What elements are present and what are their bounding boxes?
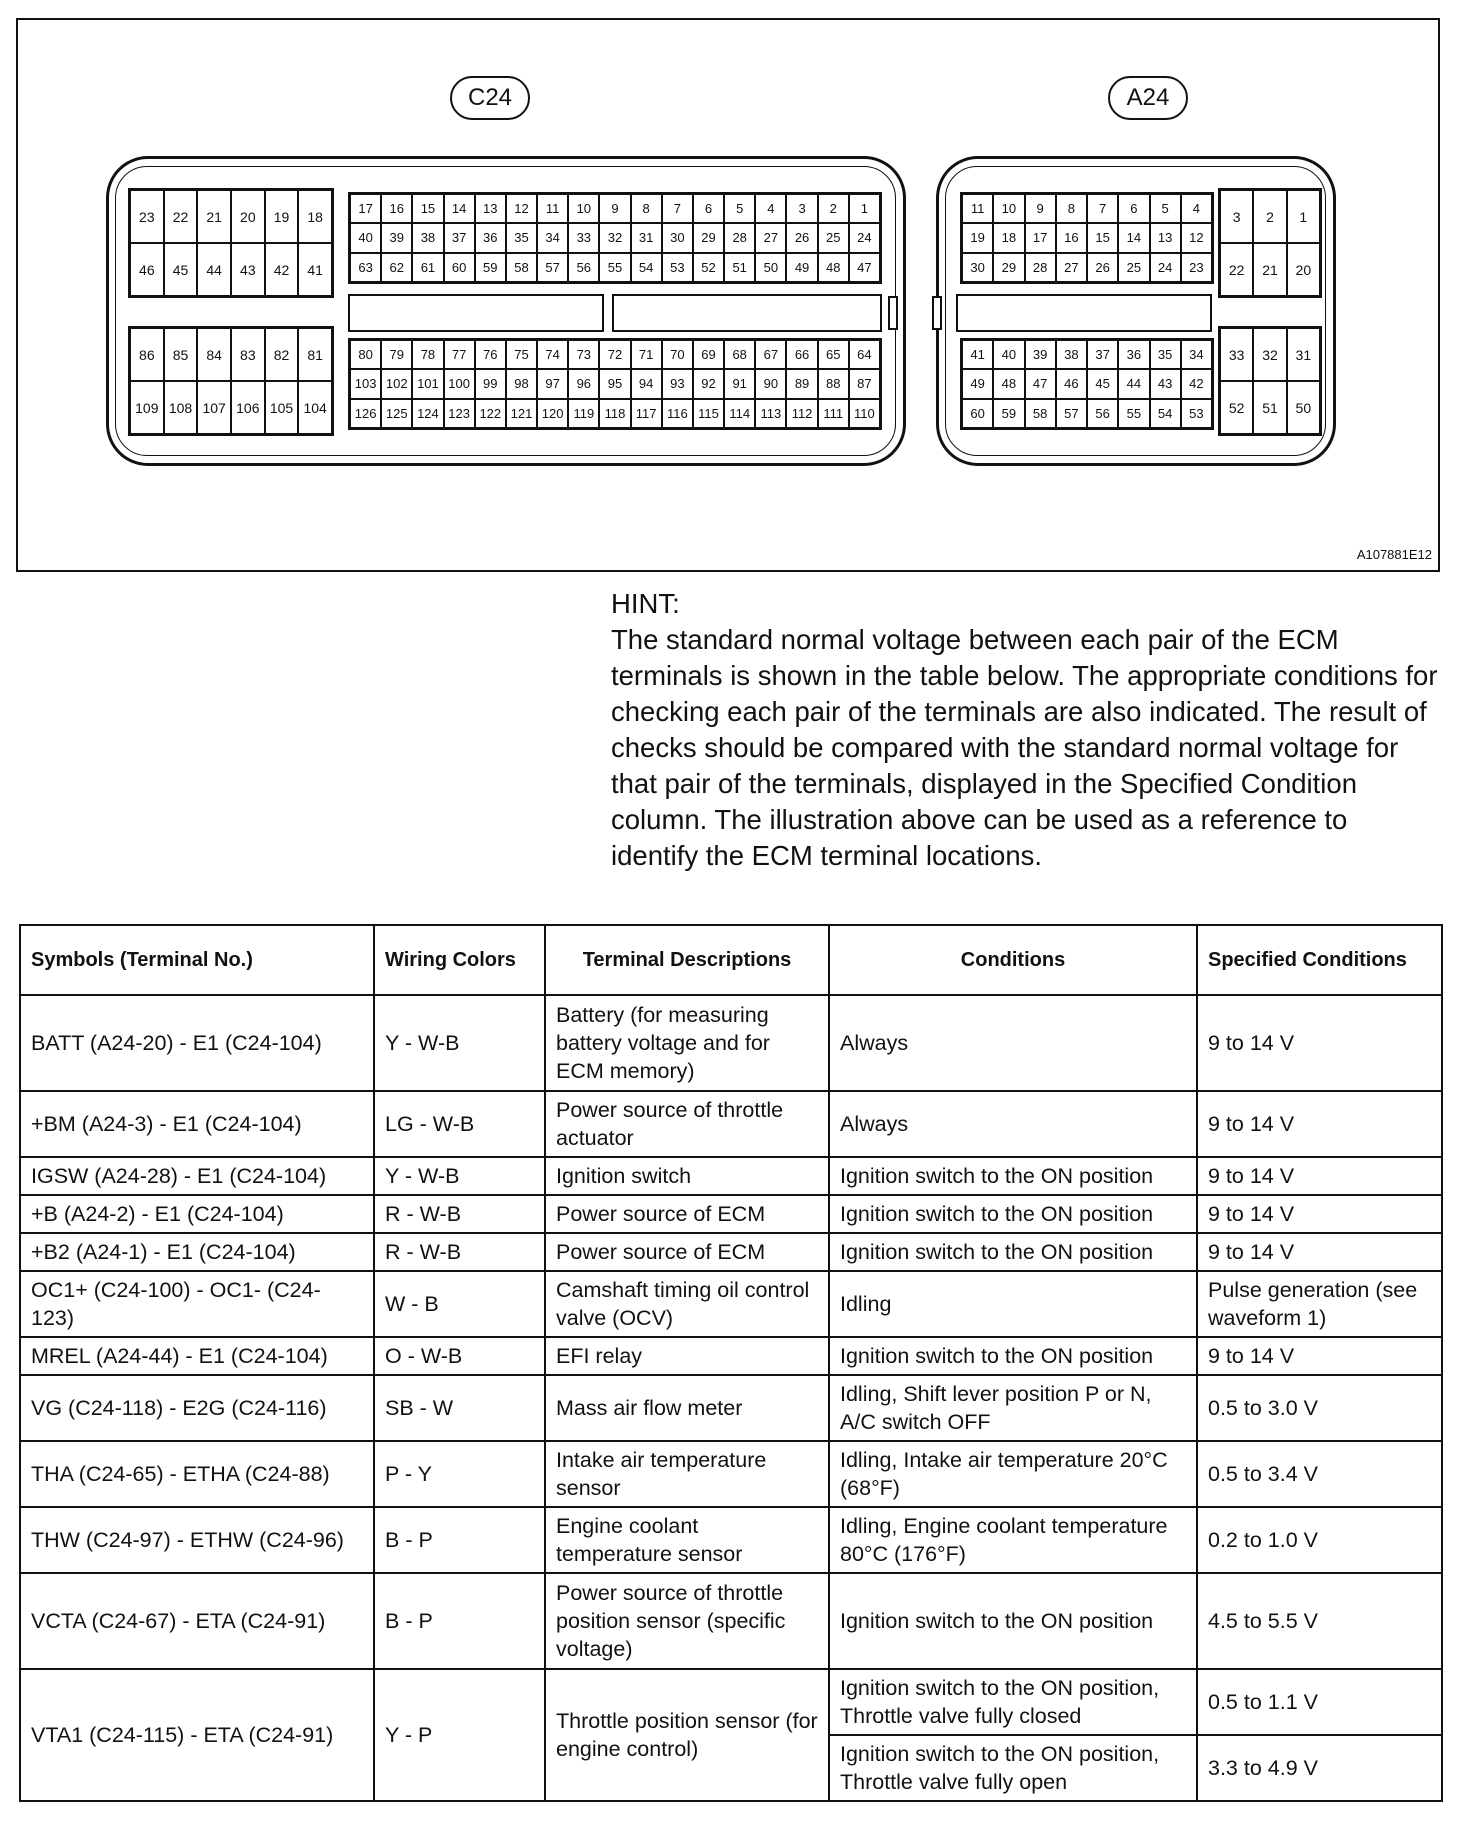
c24-pin-107: 107: [197, 381, 231, 434]
c24-pin-125: 125: [381, 399, 412, 428]
cell-wiring-color: Y - W-B: [374, 995, 545, 1091]
c24-pin-63: 63: [350, 253, 381, 282]
a24-pin-49: 49: [962, 369, 993, 398]
table-row: [20, 1195, 1442, 1233]
a24-pin-19: 19: [962, 223, 993, 252]
cell-specified: 0.5 to 3.4 V: [1197, 1441, 1442, 1507]
c24-pin-33: 33: [568, 223, 599, 252]
a24-pin-34: 34: [1181, 340, 1212, 369]
c24-pin-94: 94: [631, 369, 662, 398]
cell-description: Engine coolant temperature sensor: [545, 1507, 829, 1573]
c24-pin-7: 7: [662, 194, 693, 223]
c24-pin-74: 74: [537, 340, 568, 369]
c24-pin-78: 78: [412, 340, 443, 369]
cell-condition: Ignition switch to the ON position, Throttle valve fully closed: [829, 1669, 1197, 1735]
c24-pin-121: 121: [506, 399, 537, 428]
c24-pin-92: 92: [693, 369, 724, 398]
c24-pin-110: 110: [849, 399, 880, 428]
table-row: [20, 1157, 1442, 1195]
c24-pin-70: 70: [662, 340, 693, 369]
c24-pin-44: 44: [197, 243, 231, 296]
a24-pin-41: 41: [962, 340, 993, 369]
cell-condition: Ignition switch to the ON position, Throttle valve fully open: [829, 1735, 1197, 1801]
cell-wiring-color: B - P: [374, 1573, 545, 1669]
c24-pin-37: 37: [444, 223, 475, 252]
cell-condition: Always: [829, 1091, 1197, 1157]
c24-pin-24: 24: [849, 223, 880, 252]
c24-pin-38: 38: [412, 223, 443, 252]
c24-pin-103: 103: [350, 369, 381, 398]
c24-pin-73: 73: [568, 340, 599, 369]
cell-specified: 4.5 to 5.5 V: [1197, 1573, 1442, 1669]
a24-pin-38: 38: [1056, 340, 1087, 369]
c24-pin-115: 115: [693, 399, 724, 428]
a24-pin-35: 35: [1150, 340, 1181, 369]
cell-specified: 3.3 to 4.9 V: [1197, 1735, 1442, 1801]
a24-pin-39: 39: [1025, 340, 1056, 369]
c24-pin-123: 123: [444, 399, 475, 428]
c24-pin-39: 39: [381, 223, 412, 252]
a24-pin-3: 3: [1220, 190, 1253, 243]
a24-pin-block-top-left: [960, 192, 1214, 284]
cell-condition: Ignition switch to the ON position: [829, 1337, 1197, 1375]
c24-pin-32: 32: [599, 223, 630, 252]
a24-pin-55: 55: [1118, 399, 1149, 428]
c24-pin-6: 6: [693, 194, 724, 223]
a24-pin-9: 9: [1025, 194, 1056, 223]
a24-pin-26: 26: [1087, 253, 1118, 282]
c24-pin-21: 21: [197, 190, 231, 243]
c24-pin-3: 3: [786, 194, 817, 223]
a24-pin-42: 42: [1181, 369, 1212, 398]
c24-pin-54: 54: [631, 253, 662, 282]
hint-block: [611, 586, 1441, 874]
c24-pin-34: 34: [537, 223, 568, 252]
cell-condition: Ignition switch to the ON position: [829, 1573, 1197, 1669]
c24-pin-block-bottom-right: [348, 338, 882, 430]
c24-pin-17: 17: [350, 194, 381, 223]
c24-pin-2: 2: [818, 194, 849, 223]
c24-pin-36: 36: [475, 223, 506, 252]
cell-specified: 9 to 14 V: [1197, 1091, 1442, 1157]
cell-symbol: OC1+ (C24-100) - OC1- (C24-123): [20, 1271, 374, 1337]
c24-pin-113: 113: [755, 399, 786, 428]
c24-pin-85: 85: [164, 328, 198, 381]
cell-condition: Ignition switch to the ON position: [829, 1157, 1197, 1195]
c24-pin-82: 82: [265, 328, 299, 381]
c24-pin-126: 126: [350, 399, 381, 428]
c24-pin-29: 29: [693, 223, 724, 252]
a24-pin-15: 15: [1087, 223, 1118, 252]
c24-pin-18: 18: [298, 190, 332, 243]
c24-pin-89: 89: [786, 369, 817, 398]
c24-pin-106: 106: [231, 381, 265, 434]
a24-pin-45: 45: [1087, 369, 1118, 398]
cell-condition: Idling, Engine coolant temperature 80°C (176°F): [829, 1507, 1197, 1573]
c24-pin-114: 114: [724, 399, 755, 428]
connector-label-c24: C24: [450, 76, 530, 120]
a24-pin-4: 4: [1181, 194, 1212, 223]
a24-pin-59: 59: [993, 399, 1024, 428]
table-row: [20, 1233, 1442, 1271]
c24-pin-116: 116: [662, 399, 693, 428]
a24-pin-17: 17: [1025, 223, 1056, 252]
c24-pin-11: 11: [537, 194, 568, 223]
cell-wiring-color: B - P: [374, 1507, 545, 1573]
cell-description: Ignition switch: [545, 1157, 829, 1195]
a24-pin-16: 16: [1056, 223, 1087, 252]
c24-pin-60: 60: [444, 253, 475, 282]
hint-body: The standard normal voltage between each pair of the ECM terminals is shown in the table below. The appropriate conditions for checking each pair of the terminals are also indicated. The result of checks should be compared with the standard normal voltage for that pair of the terminals, displayed in the Specified Condition column. The illustration above can be used as a reference to identify the ECM terminal locations.: [611, 624, 1438, 871]
c24-pin-122: 122: [475, 399, 506, 428]
c24-pin-56: 56: [568, 253, 599, 282]
a24-pin-1: 1: [1287, 190, 1320, 243]
c24-pin-109: 109: [130, 381, 164, 434]
c24-pin-57: 57: [537, 253, 568, 282]
c24-pin-98: 98: [506, 369, 537, 398]
cell-specified: 9 to 14 V: [1197, 1337, 1442, 1375]
a24-pin-36: 36: [1118, 340, 1149, 369]
c24-pin-120: 120: [537, 399, 568, 428]
cell-description: Power source of throttle position sensor (specific voltage): [545, 1573, 829, 1669]
c24-pin-112: 112: [786, 399, 817, 428]
cell-specified: 0.5 to 3.0 V: [1197, 1375, 1442, 1441]
c24-pin-66: 66: [786, 340, 817, 369]
c24-pin-67: 67: [755, 340, 786, 369]
a24-pin-10: 10: [993, 194, 1024, 223]
cell-description: Power source of ECM: [545, 1233, 829, 1271]
c24-pin-64: 64: [849, 340, 880, 369]
a24-pin-40: 40: [993, 340, 1024, 369]
a24-pin-28: 28: [1025, 253, 1056, 282]
c24-pin-27: 27: [755, 223, 786, 252]
c24-pin-80: 80: [350, 340, 381, 369]
c24-pin-41: 41: [298, 243, 332, 296]
header-conditions: Conditions: [829, 925, 1197, 995]
c24-pin-23: 23: [130, 190, 164, 243]
a24-pin-7: 7: [1087, 194, 1118, 223]
cell-description: Battery (for measuring battery voltage and for ECM memory): [545, 995, 829, 1091]
table-row: [20, 1091, 1442, 1157]
c24-pin-53: 53: [662, 253, 693, 282]
c24-pin-55: 55: [599, 253, 630, 282]
cell-symbol: VCTA (C24-67) - ETA (C24-91): [20, 1573, 374, 1669]
cell-specified: 0.5 to 1.1 V: [1197, 1669, 1442, 1735]
c24-pin-102: 102: [381, 369, 412, 398]
c24-pin-100: 100: [444, 369, 475, 398]
c24-pin-99: 99: [475, 369, 506, 398]
c24-pin-51: 51: [724, 253, 755, 282]
c24-pin-117: 117: [631, 399, 662, 428]
c24-pin-59: 59: [475, 253, 506, 282]
c24-pin-19: 19: [265, 190, 299, 243]
c24-pin-62: 62: [381, 253, 412, 282]
cell-specified: 0.2 to 1.0 V: [1197, 1507, 1442, 1573]
c24-key-slot-left: [348, 294, 604, 332]
cell-description: Camshaft timing oil control valve (OCV): [545, 1271, 829, 1337]
cell-condition: Always: [829, 995, 1197, 1091]
a24-pin-24: 24: [1150, 253, 1181, 282]
c24-pin-46: 46: [130, 243, 164, 296]
a24-pin-20: 20: [1287, 243, 1320, 296]
c24-pin-69: 69: [693, 340, 724, 369]
c24-pin-block-top-right: [348, 192, 882, 284]
c24-pin-49: 49: [786, 253, 817, 282]
cell-wiring-color: SB - W: [374, 1375, 545, 1441]
c24-pin-61: 61: [412, 253, 443, 282]
c24-pin-79: 79: [381, 340, 412, 369]
terminal-spec-table: [19, 924, 1443, 1802]
cell-specified: 9 to 14 V: [1197, 995, 1442, 1091]
hint-title: HINT:: [611, 588, 680, 619]
a24-pin-block-bottom-left: [960, 338, 1214, 430]
c24-pin-83: 83: [231, 328, 265, 381]
c24-pin-50: 50: [755, 253, 786, 282]
table-row: [20, 1441, 1442, 1507]
c24-pin-42: 42: [265, 243, 299, 296]
cell-wiring-color: R - W-B: [374, 1195, 545, 1233]
c24-pin-40: 40: [350, 223, 381, 252]
c24-pin-72: 72: [599, 340, 630, 369]
c24-pin-13: 13: [475, 194, 506, 223]
cell-symbol: VTA1 (C24-115) - ETA (C24-91): [20, 1669, 374, 1801]
cell-condition: Idling: [829, 1271, 1197, 1337]
a24-pin-43: 43: [1150, 369, 1181, 398]
c24-pin-101: 101: [412, 369, 443, 398]
cell-wiring-color: R - W-B: [374, 1233, 545, 1271]
c24-pin-25: 25: [818, 223, 849, 252]
c24-pin-105: 105: [265, 381, 299, 434]
a24-pin-44: 44: [1118, 369, 1149, 398]
c24-key-slot-right: [612, 294, 882, 332]
cell-condition: Ignition switch to the ON position: [829, 1233, 1197, 1271]
c24-pin-71: 71: [631, 340, 662, 369]
c24-pin-96: 96: [568, 369, 599, 398]
a24-pin-6: 6: [1118, 194, 1149, 223]
a24-pin-23: 23: [1181, 253, 1212, 282]
c24-pin-84: 84: [197, 328, 231, 381]
header-specified-conditions: Specified Conditions: [1197, 925, 1442, 995]
cell-description: Throttle position sensor (for engine control): [545, 1669, 829, 1801]
a24-pin-60: 60: [962, 399, 993, 428]
a24-pin-32: 32: [1253, 328, 1286, 381]
table-row: [20, 1337, 1442, 1375]
a24-pin-block-top-right: [1218, 188, 1322, 298]
c24-pin-block-top-left: [128, 188, 334, 298]
a24-pin-48: 48: [993, 369, 1024, 398]
cell-symbol: IGSW (A24-28) - E1 (C24-104): [20, 1157, 374, 1195]
a24-pin-2: 2: [1253, 190, 1286, 243]
header-wiring-colors: Wiring Colors: [374, 925, 545, 995]
a24-pin-29: 29: [993, 253, 1024, 282]
a24-pin-25: 25: [1118, 253, 1149, 282]
c24-pin-48: 48: [818, 253, 849, 282]
c24-pin-35: 35: [506, 223, 537, 252]
c24-pin-104: 104: [298, 381, 332, 434]
c24-pin-65: 65: [818, 340, 849, 369]
cell-symbol: VG (C24-118) - E2G (C24-116): [20, 1375, 374, 1441]
c24-pin-28: 28: [724, 223, 755, 252]
c24-pin-1: 1: [849, 194, 880, 223]
a24-pin-14: 14: [1118, 223, 1149, 252]
a24-pin-51: 51: [1253, 381, 1286, 434]
table-row: [20, 1271, 1442, 1337]
c24-pin-86: 86: [130, 328, 164, 381]
c24-pin-118: 118: [599, 399, 630, 428]
c24-pin-90: 90: [755, 369, 786, 398]
cell-description: Power source of ECM: [545, 1195, 829, 1233]
cell-wiring-color: P - Y: [374, 1441, 545, 1507]
c24-pin-10: 10: [568, 194, 599, 223]
c24-pin-88: 88: [818, 369, 849, 398]
a24-pin-33: 33: [1220, 328, 1253, 381]
c24-pin-47: 47: [849, 253, 880, 282]
c24-pin-43: 43: [231, 243, 265, 296]
connector-diagram: [16, 18, 1440, 572]
a24-pin-53: 53: [1181, 399, 1212, 428]
cell-condition: Idling, Intake air temperature 20°C (68°F): [829, 1441, 1197, 1507]
connector-label-a24: A24: [1108, 76, 1188, 120]
cell-condition: Idling, Shift lever position P or N, A/C switch OFF: [829, 1375, 1197, 1441]
c24-pin-93: 93: [662, 369, 693, 398]
c24-pin-75: 75: [506, 340, 537, 369]
header-symbols: Symbols (Terminal No.): [20, 925, 374, 995]
a24-pin-21: 21: [1253, 243, 1286, 296]
cell-wiring-color: LG - W-B: [374, 1091, 545, 1157]
c24-pin-58: 58: [506, 253, 537, 282]
c24-pin-77: 77: [444, 340, 475, 369]
table-row: [20, 995, 1442, 1091]
c24-pin-30: 30: [662, 223, 693, 252]
c24-pin-15: 15: [412, 194, 443, 223]
c24-pin-108: 108: [164, 381, 198, 434]
a24-pin-56: 56: [1087, 399, 1118, 428]
table-row: [20, 1669, 1442, 1735]
c24-pin-31: 31: [631, 223, 662, 252]
c24-pin-26: 26: [786, 223, 817, 252]
a24-pin-13: 13: [1150, 223, 1181, 252]
c24-pin-87: 87: [849, 369, 880, 398]
a24-pin-37: 37: [1087, 340, 1118, 369]
a24-pin-11: 11: [962, 194, 993, 223]
c24-pin-5: 5: [724, 194, 755, 223]
c24-pin-124: 124: [412, 399, 443, 428]
c24-pin-20: 20: [231, 190, 265, 243]
cell-description: Mass air flow meter: [545, 1375, 829, 1441]
c24-pin-68: 68: [724, 340, 755, 369]
c24-pin-22: 22: [164, 190, 198, 243]
cell-condition: Ignition switch to the ON position: [829, 1195, 1197, 1233]
cell-wiring-color: O - W-B: [374, 1337, 545, 1375]
c24-pin-91: 91: [724, 369, 755, 398]
cell-symbol: THA (C24-65) - ETHA (C24-88): [20, 1441, 374, 1507]
cell-specified: 9 to 14 V: [1197, 1195, 1442, 1233]
a24-notch: [932, 296, 942, 330]
cell-wiring-color: Y - P: [374, 1669, 545, 1801]
table-row: [20, 1507, 1442, 1573]
a24-pin-46: 46: [1056, 369, 1087, 398]
a24-pin-58: 58: [1025, 399, 1056, 428]
c24-pin-97: 97: [537, 369, 568, 398]
a24-pin-18: 18: [993, 223, 1024, 252]
cell-specified: 9 to 14 V: [1197, 1233, 1442, 1271]
table-header-row: [20, 925, 1442, 995]
a24-pin-57: 57: [1056, 399, 1087, 428]
c24-pin-block-bottom-left: [128, 326, 334, 436]
figure-id: A107881E12: [1356, 547, 1432, 562]
c24-pin-45: 45: [164, 243, 198, 296]
c24-pin-9: 9: [599, 194, 630, 223]
cell-description: EFI relay: [545, 1337, 829, 1375]
cell-specified: 9 to 14 V: [1197, 1157, 1442, 1195]
a24-pin-47: 47: [1025, 369, 1056, 398]
cell-wiring-color: Y - W-B: [374, 1157, 545, 1195]
table-row: [20, 1375, 1442, 1441]
c24-pin-111: 111: [818, 399, 849, 428]
cell-symbol: +B2 (A24-1) - E1 (C24-104): [20, 1233, 374, 1271]
c24-pin-76: 76: [475, 340, 506, 369]
c24-pin-52: 52: [693, 253, 724, 282]
a24-key-slot: [956, 294, 1212, 332]
a24-pin-22: 22: [1220, 243, 1253, 296]
c24-pin-12: 12: [506, 194, 537, 223]
a24-pin-12: 12: [1181, 223, 1212, 252]
c24-pin-95: 95: [599, 369, 630, 398]
a24-pin-30: 30: [962, 253, 993, 282]
c24-notch: [888, 296, 898, 330]
c24-pin-14: 14: [444, 194, 475, 223]
a24-pin-54: 54: [1150, 399, 1181, 428]
a24-pin-52: 52: [1220, 381, 1253, 434]
cell-wiring-color: W - B: [374, 1271, 545, 1337]
cell-specified: Pulse generation (see waveform 1): [1197, 1271, 1442, 1337]
cell-symbol: THW (C24-97) - ETHW (C24-96): [20, 1507, 374, 1573]
c24-pin-16: 16: [381, 194, 412, 223]
table-row: [20, 1573, 1442, 1669]
a24-pin-27: 27: [1056, 253, 1087, 282]
c24-pin-119: 119: [568, 399, 599, 428]
a24-pin-31: 31: [1287, 328, 1320, 381]
cell-symbol: MREL (A24-44) - E1 (C24-104): [20, 1337, 374, 1375]
cell-symbol: +B (A24-2) - E1 (C24-104): [20, 1195, 374, 1233]
cell-description: Power source of throttle actuator: [545, 1091, 829, 1157]
c24-pin-8: 8: [631, 194, 662, 223]
c24-pin-4: 4: [755, 194, 786, 223]
a24-pin-block-bottom-right: [1218, 326, 1322, 436]
a24-pin-8: 8: [1056, 194, 1087, 223]
a24-pin-50: 50: [1287, 381, 1320, 434]
header-terminal-descriptions: Terminal Descriptions: [545, 925, 829, 995]
cell-symbol: +BM (A24-3) - E1 (C24-104): [20, 1091, 374, 1157]
c24-pin-81: 81: [298, 328, 332, 381]
cell-description: Intake air temperature sensor: [545, 1441, 829, 1507]
cell-symbol: BATT (A24-20) - E1 (C24-104): [20, 995, 374, 1091]
a24-pin-5: 5: [1150, 194, 1181, 223]
